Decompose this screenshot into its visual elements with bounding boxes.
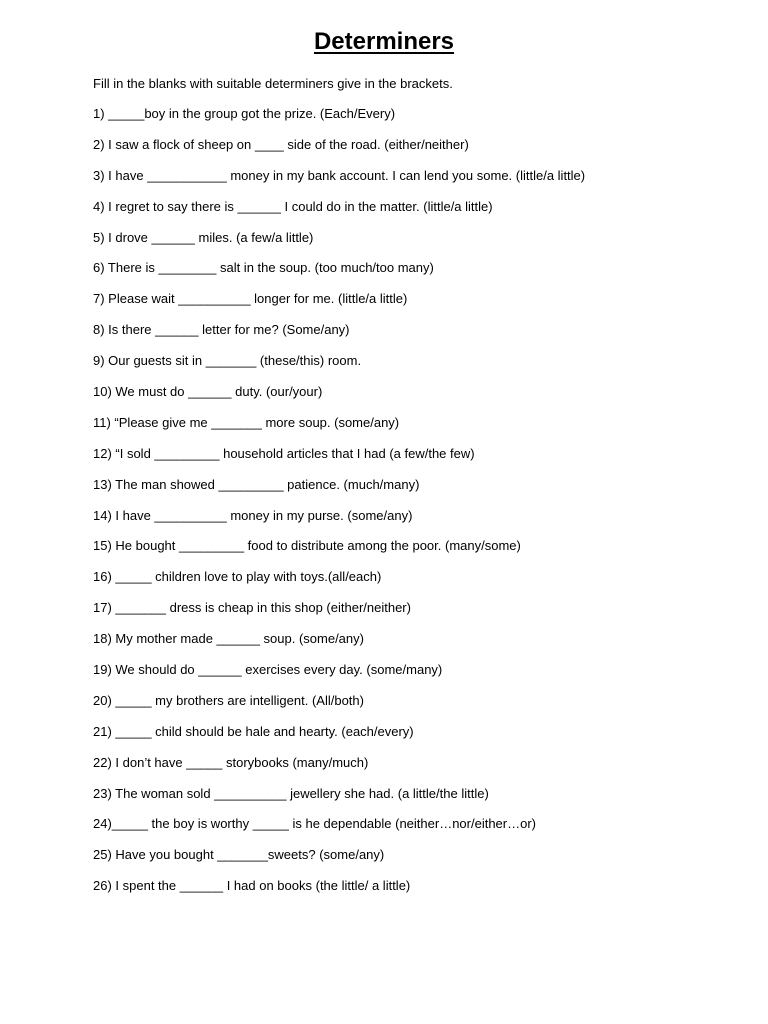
- question-item: 21) _____ child should be hale and hearty. (each/every): [93, 723, 414, 739]
- question-item: 22) I don’t have _____ storybooks (many/much): [93, 754, 369, 770]
- question-item: 6) There is ________ salt in the soup. (too much/too many): [93, 260, 434, 276]
- question-item: 20) _____ my brothers are intelligent. (All/both): [93, 692, 364, 708]
- question-item: 5) I drove ______ miles. (a few/a little): [93, 229, 314, 245]
- question-item: 15) He bought _________ food to distribute among the poor. (many/some): [93, 538, 521, 554]
- question-item: 10) We must do ______ duty. (our/your): [93, 384, 323, 400]
- question-item: 18) My mother made ______ soup. (some/any): [93, 631, 364, 647]
- question-item: 24)_____ the boy is worthy _____ is he dependable (neither…nor/either…or): [93, 816, 536, 832]
- question-item: 1) _____boy in the group got the prize. (Each/Every): [93, 106, 396, 121]
- question-item: 13) The man showed _________ patience. (much/many): [93, 476, 420, 492]
- question-item: 9) Our guests sit in _______ (these/this) room.: [93, 353, 362, 369]
- question-item: 26) I spent the ______ I had on books (the little/ a little): [93, 878, 411, 894]
- instruction-text: Fill in the blanks with suitable determiners give in the brackets.: [93, 76, 453, 91]
- question-item: 19) We should do ______ exercises every day. (some/many): [93, 662, 443, 678]
- question-item: 3) I have ___________ money in my bank account. I can lend you some. (little/a little): [93, 167, 586, 183]
- question-item: 8) Is there ______ letter for me? (Some/any): [93, 322, 350, 338]
- question-item: 12) “I sold _________ household articles that I had (a few/the few): [93, 445, 475, 461]
- question-item: 7) Please wait __________ longer for me. (little/a little): [93, 291, 408, 307]
- question-item: 25) Have you bought _______sweets? (some/any): [93, 847, 385, 863]
- page-title: Determiners: [313, 28, 455, 55]
- question-item: 11) “Please give me _______ more soup. (some/any): [93, 414, 400, 430]
- question-item: 23) The woman sold __________ jewellery she had. (a little/the little): [93, 785, 489, 801]
- question-item: 17) _______ dress is cheap in this shop (either/neither): [93, 600, 411, 616]
- question-item: 16) _____ children love to play with toys.(all/each): [93, 569, 382, 585]
- question-item: 14) I have __________ money in my purse. (some/any): [93, 507, 413, 523]
- question-list: [93, 105, 585, 908]
- question-item: 4) I regret to say there is ______ I could do in the matter. (little/a little): [93, 198, 493, 214]
- question-item: 2) I saw a flock of sheep on ____ side of the road. (either/neither): [93, 136, 469, 152]
